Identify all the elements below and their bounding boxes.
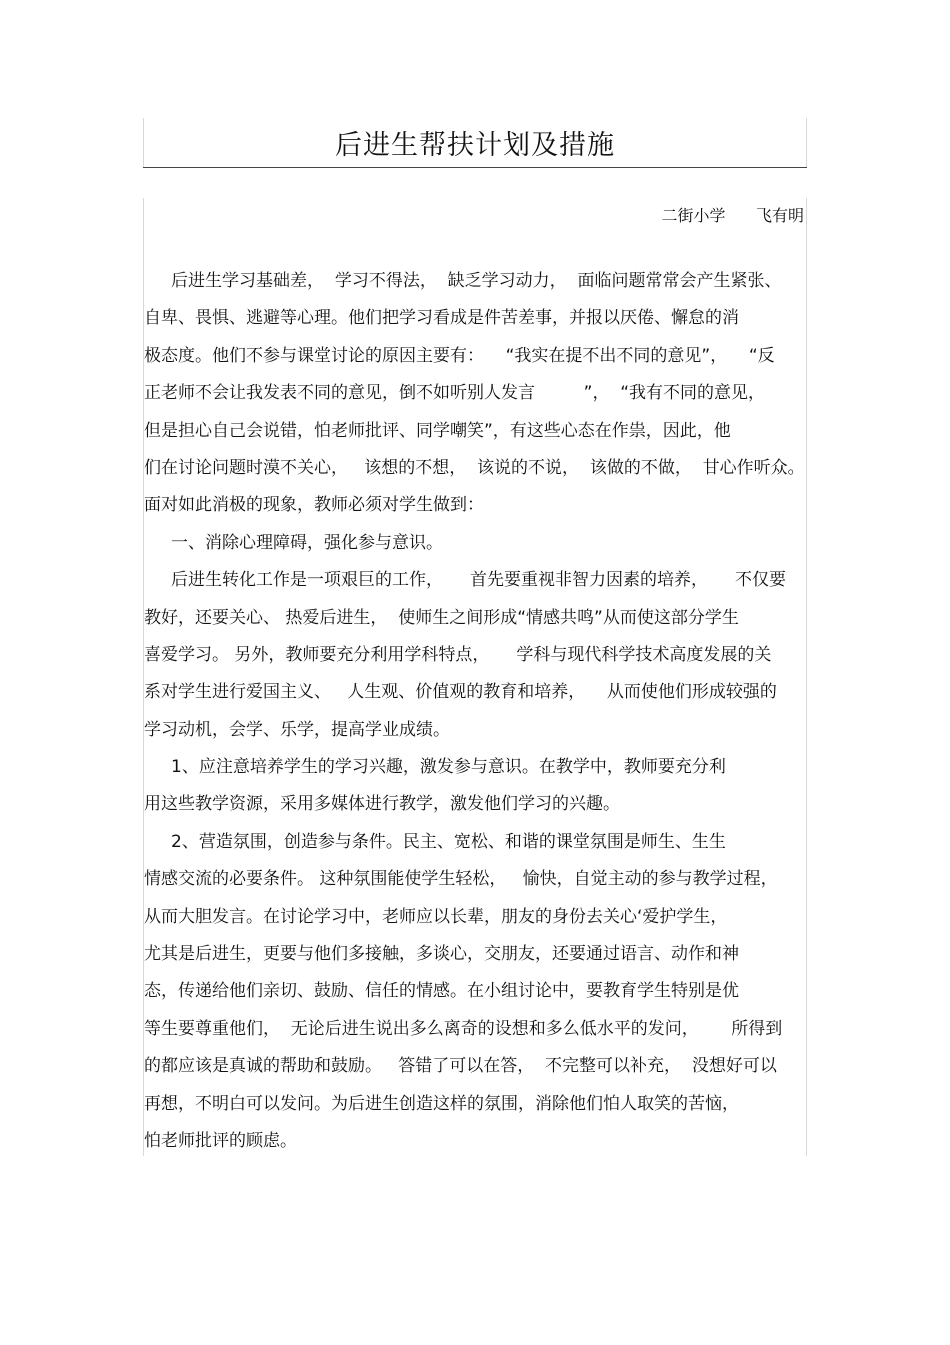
body-line: 学习动机，会学、乐学，提高学业成绩。 — [144, 719, 450, 740]
frame-body-right-border — [806, 198, 807, 1156]
body-line: 尤其是后进生，更要与他们多接触，多谈心，交朋友，还要通过语言、动作和神 — [144, 944, 739, 965]
body-line: 后进生转化工作是一项艰巨的工作， 首先要重视非智力因素的培养， 不仅要 — [144, 570, 787, 591]
body-line: 态，传递给他们亲切、鼓励、信任的情感。在小组讨论中，要教育学生特别是优 — [144, 981, 739, 1002]
document-title: 后进生帮扶计划及措施 — [335, 130, 615, 161]
body-line: 从而大胆发言。在讨论学习中，老师应以长辈，朋友的身份去关心‘爱护学生， — [144, 906, 728, 927]
author-line: 二街小学 飞有明 — [661, 206, 804, 225]
numbered-item: 1、应注意培养学生的学习兴趣，激发参与意识。在教学中，教师要充分利 — [144, 757, 726, 778]
numbered-item: 2、营造氛围，创造参与条件。民主、宽松、和谐的课堂氛围是师生、生生 — [144, 831, 726, 852]
body-line: 再想，不明白可以发问。为后进生创造这样的氛围，消除他们怕人取笑的苦恼， — [144, 1093, 739, 1114]
body-line: 情感交流的必要条件。 这种氛围能使学生轻松， 愉快，自觉主动的参与教学过程， — [144, 869, 778, 890]
body-line: 系对学生进行爱国主义、 人生观、价值观的教育和培养， 从而使他们形成较强的 — [144, 682, 777, 703]
body-line: 但是担心自己会说错，怕老师批评、同学嘲笑”，有这些心态在作祟，因此，他 — [144, 420, 731, 441]
body-line: 后进生学习基础差， 学习不得法， 缺乏学习动力， 面临问题常常会产生紧张、 — [144, 271, 782, 291]
body-line: 用这些教学资源，采用多媒体进行教学，激发他们学习的兴趣。 — [144, 794, 620, 815]
body-line: 怕老师批评的顾虑。 — [144, 1130, 297, 1151]
body-line: 教好，还要关心、 热爱后进生， 使师生之间形成“情感共鸣”从而使这部分学生 — [144, 607, 739, 628]
body-line: 的都应该是真诚的帮助和鼓励。 答错了可以在答， 不完整可以补充， 没想好可以 — [144, 1056, 777, 1077]
body-line: 面对如此消极的现象，教师必须对学生做到： — [144, 495, 484, 516]
body-line: 极态度。他们不参与课堂讨论的原因主要有： “我实在提不出不同的意见”， “反 — [144, 345, 775, 366]
body-line: 等生要尊重他们， 无论后进生说出多么离奇的设想和多么低水平的发问， 所得到 — [144, 1018, 783, 1039]
body-line: 们在讨论问题时漠不关心， 该想的不想， 该说的不说， 该做的不做， 甘心作听众。 — [144, 457, 805, 478]
body-line: 自卑、畏惧、逃避等心理。他们把学习看成是件苦差事，并报以厌倦、懈怠的消 — [144, 308, 739, 329]
body-line: 喜爱学习。 另外，教师要充分利用学科特点， 学科与现代科学技术高度发展的关 — [144, 644, 772, 665]
document-body — [144, 267, 806, 1164]
title-underline — [143, 167, 807, 168]
body-line: 正老师不会让我发表不同的意见，倒不如听别人发言 ”， “我有不同的意见， — [144, 383, 766, 404]
section-heading: 一、消除心理障碍，强化参与意识。 — [144, 532, 444, 553]
